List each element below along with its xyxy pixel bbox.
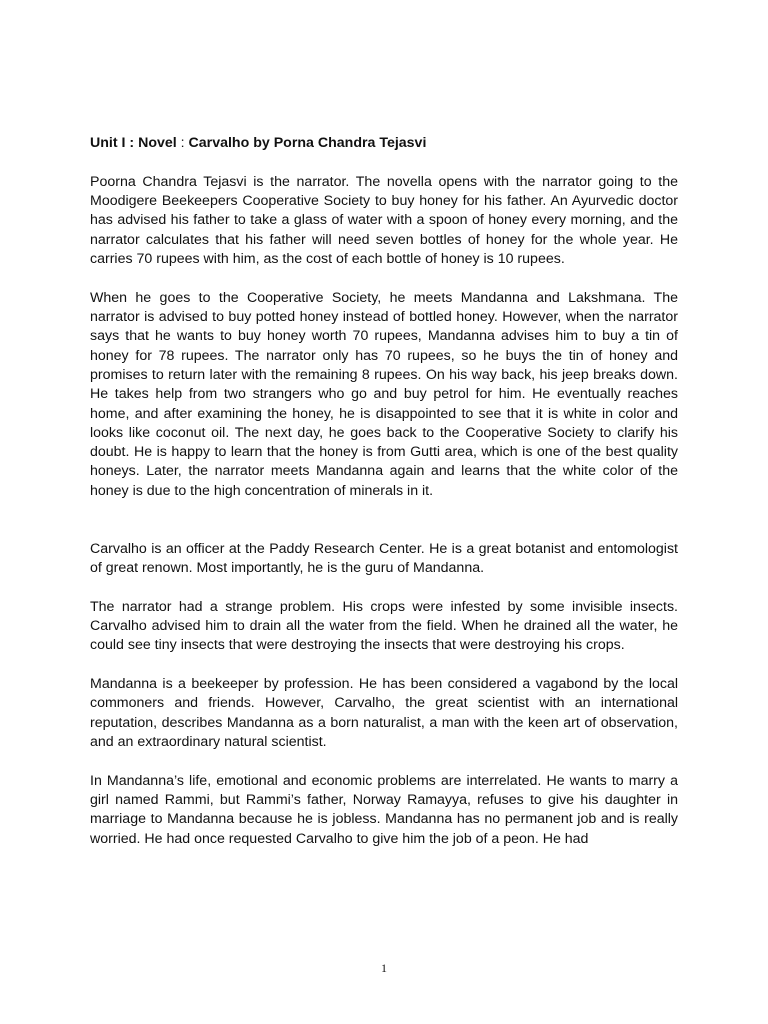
title-unit: Unit I : Novel	[90, 135, 177, 151]
paragraph-6: In Mandanna’s life, emotional and economic problems are interrelated. He wants to marry a girl named Rammi, but Rammi’s father, Norway Ramayya, refuses to give his daughter in marriage to Mandanna because he is jobless. Mandanna has no permanent job and is really worried. He had once requested Carvalho to give him the job of a peon. He had	[90, 772, 678, 847]
document-body	[90, 134, 678, 849]
page-number: 1	[381, 961, 387, 975]
paragraph-2: When he goes to the Cooperative Society, he meets Mandanna and Lakshmana. The narrator is advised to buy potted honey instead of bottled honey. However, when the narrator says that he wants to buy honey worth 70 rupees, Mandanna advises him to buy a tin of honey for 78 rupees. The narrator only has 70 rupees, so he buys the tin of honey and promises to return later with the remaining 8 rupees. On his way back, his jeep breaks down. He takes help from two strangers who go and buy petrol for him. He eventually reaches home, and after examining the honey, he is disappointed to see that it is white in color and looks like coconut oil. The next day, he goes back to the Cooperative Society to clarify his doubt. He is happy to learn that the honey is from Gutti area, which is one of the best quality honeys. Later, the narrator meets Mandanna again and learns that the white color of the honey is due to the high concentration of minerals in it.	[90, 289, 678, 499]
paragraph-1: Poorna Chandra Tejasvi is the narrator. The novella opens with the narrator going to the Moodigere Beekeepers Cooperative Society to buy honey for his father. An Ayurvedic doctor has advised his father to take a glass of water with a spoon of honey every morning, and the narrator calculates that his father will need seven bottles of honey for the whole year. He carries 70 rupees with him, as the cost of each bottle of honey is 10 rupees.	[90, 173, 678, 267]
title-work: Carvalho by Porna Chandra Tejasvi	[188, 135, 427, 151]
paragraph-3: Carvalho is an officer at the Paddy Research Center. He is a great botanist and entomologist of great renown. Most importantly, he is the guru of Mandanna.	[90, 540, 678, 576]
paragraph-5: Mandanna is a beekeeper by profession. He has been considered a vagabond by the local commoners and friends. However, Carvalho, the great scientist with an international reputation, describes Mandanna as a born naturalist, a man with the keen art of observation, and an extraordinary natural scientist.	[90, 676, 678, 750]
paragraph-4: The narrator had a strange problem. His crops were infested by some invisible insects. Carvalho advised him to drain all the water from the field. When he drained all the water, he could see tiny insects that were destroying the insects that were destroying his crops.	[90, 598, 678, 654]
title-separator: :	[176, 135, 189, 151]
document-title	[90, 134, 678, 153]
